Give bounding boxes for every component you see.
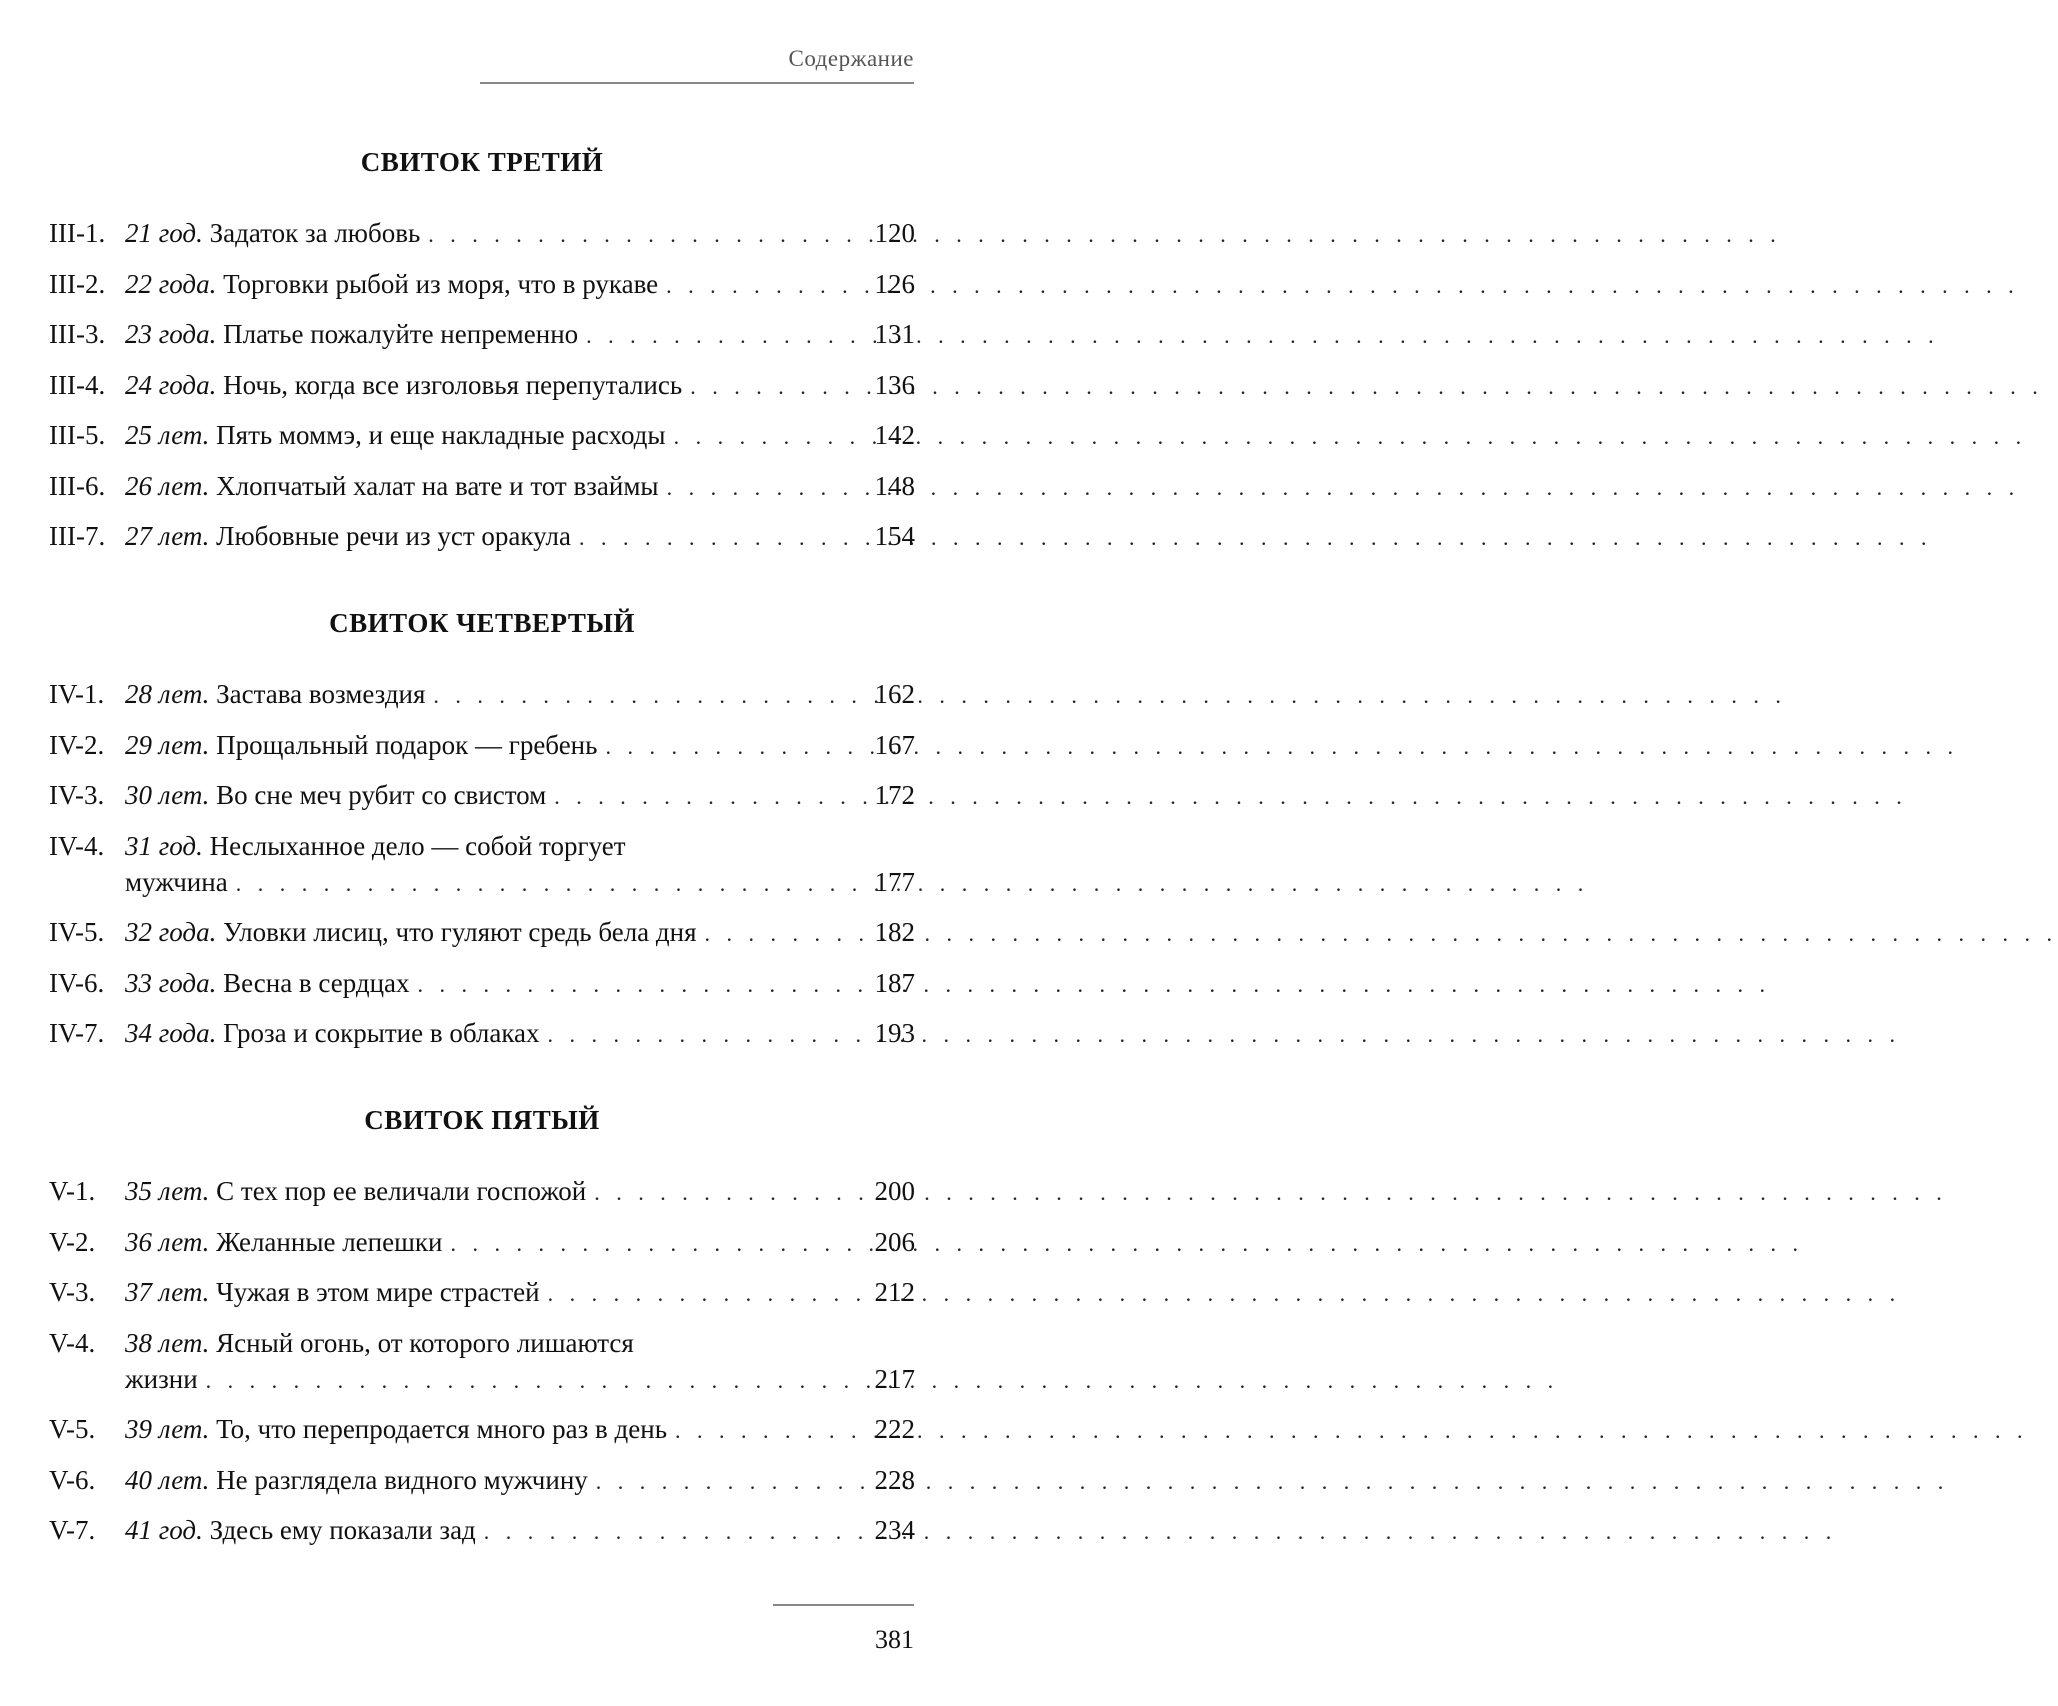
entry-number: III-7. [49, 521, 106, 551]
entry-number: V-2. [49, 1226, 96, 1257]
entry-number: IV-1. [49, 679, 105, 709]
entry-age: 35 лет. [125, 1176, 210, 1206]
entry-title-text: Пять моммэ, и еще накладные расходы [216, 420, 666, 450]
entry-age: 25 лет. [125, 420, 210, 450]
entry-title [125, 417, 666, 453]
header-rule [480, 82, 914, 84]
entry-title-text: С тех пор ее величали госпожой [216, 1176, 587, 1206]
entry-title [125, 914, 697, 950]
entry-age: 21 год. [125, 218, 203, 248]
section-title: СВИТОК ПЯТЫЙ [364, 1105, 600, 1135]
entry-number: III-5. [49, 420, 106, 450]
dot-leader [228, 866, 867, 902]
dot-leader [410, 967, 867, 1003]
entry-number: V-6. [49, 1464, 96, 1495]
entry-number: IV-5. [49, 917, 105, 947]
entry-page: 200 [874, 1176, 915, 1206]
entry-number: IV-7. [49, 1018, 105, 1048]
entry-page: 126 [874, 268, 915, 299]
dot-leader [667, 1413, 867, 1449]
entry-age: 37 лет. [125, 1277, 210, 1307]
entry-title [125, 1015, 540, 1051]
entry-age: 36 лет. [125, 1226, 210, 1257]
entry-age: 29 лет. [125, 729, 210, 760]
entry-number: IV-2. [49, 729, 105, 760]
entry-page: 177 [874, 866, 915, 897]
entry-age: 33 года. [125, 967, 217, 998]
entry-age: 23 года. [125, 319, 217, 349]
entry-number: IV-3. [49, 780, 105, 810]
entry-title-text: То, что перепродается много раз в день [216, 1414, 668, 1444]
entry-title-text: Во сне меч рубит со свистом [216, 780, 547, 810]
entry-number: IV-4. [49, 830, 105, 861]
entry-page: 228 [874, 1464, 915, 1495]
entry-title [125, 316, 578, 352]
dot-leader [540, 1276, 867, 1312]
entry-title-continuation: жизни [125, 1363, 198, 1394]
toc-list [49, 676, 915, 1053]
toc-entry[interactable] [49, 1224, 915, 1262]
entry-title [125, 215, 420, 251]
dot-leader [666, 419, 867, 455]
entry-page: 167 [874, 729, 915, 760]
toc-entry[interactable] [49, 316, 915, 354]
toc-entry[interactable] [49, 727, 915, 765]
toc-entry[interactable] [49, 468, 915, 506]
entry-title-text: Прощальный подарок — гребень [216, 729, 598, 760]
toc-entry[interactable] [49, 266, 915, 304]
dot-leader [198, 1363, 867, 1399]
dot-leader [540, 1017, 867, 1053]
entry-title [125, 727, 597, 763]
entry-number: V-4. [49, 1327, 96, 1358]
entry-title-text: Ясный огонь, от которого лишаются [216, 1327, 634, 1358]
toc-entry[interactable] [49, 914, 915, 952]
dot-leader [546, 779, 867, 815]
entry-page: 212 [874, 1277, 915, 1307]
dot-leader [588, 1464, 867, 1500]
entry-page: 217 [874, 1363, 915, 1394]
toc-entry[interactable] [49, 777, 915, 815]
section-scroll-four [49, 606, 915, 1053]
toc-entry[interactable] [49, 676, 915, 714]
dot-leader [420, 217, 867, 253]
entry-title [125, 518, 571, 554]
toc-entry[interactable] [49, 1512, 915, 1550]
entry-title-text: Хлопчатый халат на вате и тот взаймы [216, 470, 659, 501]
entry-title [125, 1274, 540, 1310]
entry-age: 40 лет. [125, 1464, 210, 1495]
dot-leader [425, 678, 867, 714]
toc-list [49, 1173, 915, 1550]
dot-leader [476, 1514, 867, 1550]
footer-rule [773, 1604, 914, 1606]
entry-page: 187 [874, 967, 915, 998]
dot-leader [697, 916, 867, 952]
entry-number: V-3. [49, 1277, 96, 1307]
entry-title-text: Весна в сердцах [223, 967, 410, 998]
entry-title-text: Торговки рыбой из моря, что в рукаве [223, 268, 659, 299]
entry-page: 206 [874, 1226, 915, 1257]
entry-age: 30 лет. [125, 780, 210, 810]
entry-page: 142 [874, 420, 915, 450]
entry-title [125, 468, 659, 504]
entry-title [125, 367, 682, 403]
entry-number: V-7. [49, 1515, 96, 1545]
section-scroll-five [49, 1103, 915, 1550]
entry-page: 120 [874, 218, 915, 248]
toc-entry[interactable] [49, 518, 915, 556]
entry-title [125, 1224, 442, 1260]
entry-page: 136 [874, 369, 915, 400]
entry-page: 193 [874, 1018, 915, 1048]
entry-number: IV-6. [49, 967, 105, 998]
entry-title-text: Желанные лепешки [216, 1226, 443, 1257]
section-title: СВИТОК ЧЕТВЕРТЫЙ [329, 608, 635, 638]
dot-leader [658, 268, 867, 304]
entry-title-continuation: мужчина [125, 866, 228, 897]
entry-age: 27 лет. [125, 521, 210, 551]
dot-leader [597, 729, 867, 765]
dot-leader [442, 1226, 867, 1262]
entry-number: V-5. [49, 1414, 96, 1444]
entry-title-text: Гроза и сокрытие в облаках [223, 1018, 540, 1048]
entry-title [125, 1512, 476, 1548]
entry-title-text: Платье пожалуйте непременно [223, 319, 579, 349]
entry-title [125, 1173, 586, 1209]
entry-title-text: Не разглядела видного мужчину [216, 1464, 588, 1495]
entry-title-text: Здесь ему показали зад [209, 1515, 476, 1545]
entry-title-text: Неслыханное дело — собой торгует [209, 830, 626, 861]
entry-number: V-1. [49, 1176, 96, 1206]
entry-title-text: Уловки лисиц, что гуляют средь бела дня [223, 917, 697, 947]
entry-page: 222 [874, 1414, 915, 1444]
entry-title [125, 828, 915, 864]
entry-age: 24 года. [125, 369, 217, 400]
toc-entry[interactable] [49, 367, 915, 405]
dot-leader [659, 470, 867, 506]
entry-number: III-6. [49, 470, 106, 501]
toc-entry[interactable] [49, 1411, 915, 1449]
entry-page: 148 [874, 470, 915, 501]
entry-age: 26 лет. [125, 470, 210, 501]
entry-age: 31 год. [125, 830, 203, 861]
toc-entry[interactable] [49, 828, 915, 902]
toc-entry[interactable] [49, 1015, 915, 1053]
entry-page: 234 [874, 1515, 915, 1545]
entry-age: 38 лет. [125, 1327, 210, 1358]
entry-title [125, 1325, 915, 1361]
dot-leader [586, 1175, 867, 1211]
entry-title [125, 1411, 667, 1447]
entry-age: 22 года. [125, 268, 217, 299]
dot-leader [682, 369, 867, 405]
entry-age: 32 года. [125, 917, 217, 947]
entry-age: 41 год. [125, 1515, 203, 1545]
toc-entry[interactable] [49, 1274, 915, 1312]
entry-page: 182 [874, 917, 915, 947]
entry-page: 154 [874, 521, 915, 551]
toc-entry[interactable] [49, 1462, 915, 1500]
entry-title [125, 676, 425, 712]
section-title: СВИТОК ТРЕТИЙ [360, 147, 604, 177]
entry-age: 34 года. [125, 1018, 217, 1048]
entry-number: III-3. [49, 319, 106, 349]
dot-leader [578, 318, 867, 354]
toc-entry[interactable] [49, 1325, 915, 1399]
toc-list [49, 215, 915, 556]
entry-number: III-4. [49, 369, 106, 400]
entry-page: 172 [874, 780, 915, 810]
entry-title-text: Застава возмездия [216, 679, 426, 709]
toc-entry[interactable] [49, 417, 915, 455]
entry-title-text: Задаток за любовь [209, 218, 421, 248]
running-header-title: Содержание [788, 46, 914, 71]
toc-entry[interactable] [49, 215, 915, 253]
page [0, 0, 1000, 1706]
entry-title [125, 965, 410, 1001]
page-number: 381 [875, 1625, 914, 1654]
section-scroll-three [49, 145, 915, 556]
toc-entry[interactable] [49, 965, 915, 1003]
dot-leader [571, 520, 867, 556]
entry-number: III-1. [49, 218, 106, 248]
entry-number: III-2. [49, 268, 106, 299]
entry-title [125, 266, 658, 302]
entry-page: 162 [874, 679, 915, 709]
entry-title [125, 1462, 588, 1498]
entry-title-text: Любовные речи из уст оракула [216, 521, 571, 551]
entry-age: 28 лет. [125, 679, 210, 709]
entry-page: 131 [874, 319, 915, 349]
table-of-contents [49, 145, 915, 1600]
entry-title [125, 777, 546, 813]
entry-title-text: Ночь, когда все изголовья перепутались [223, 369, 683, 400]
entry-age: 39 лет. [125, 1414, 210, 1444]
toc-entry[interactable] [49, 1173, 915, 1211]
entry-title-text: Чужая в этом мире страстей [216, 1277, 540, 1307]
